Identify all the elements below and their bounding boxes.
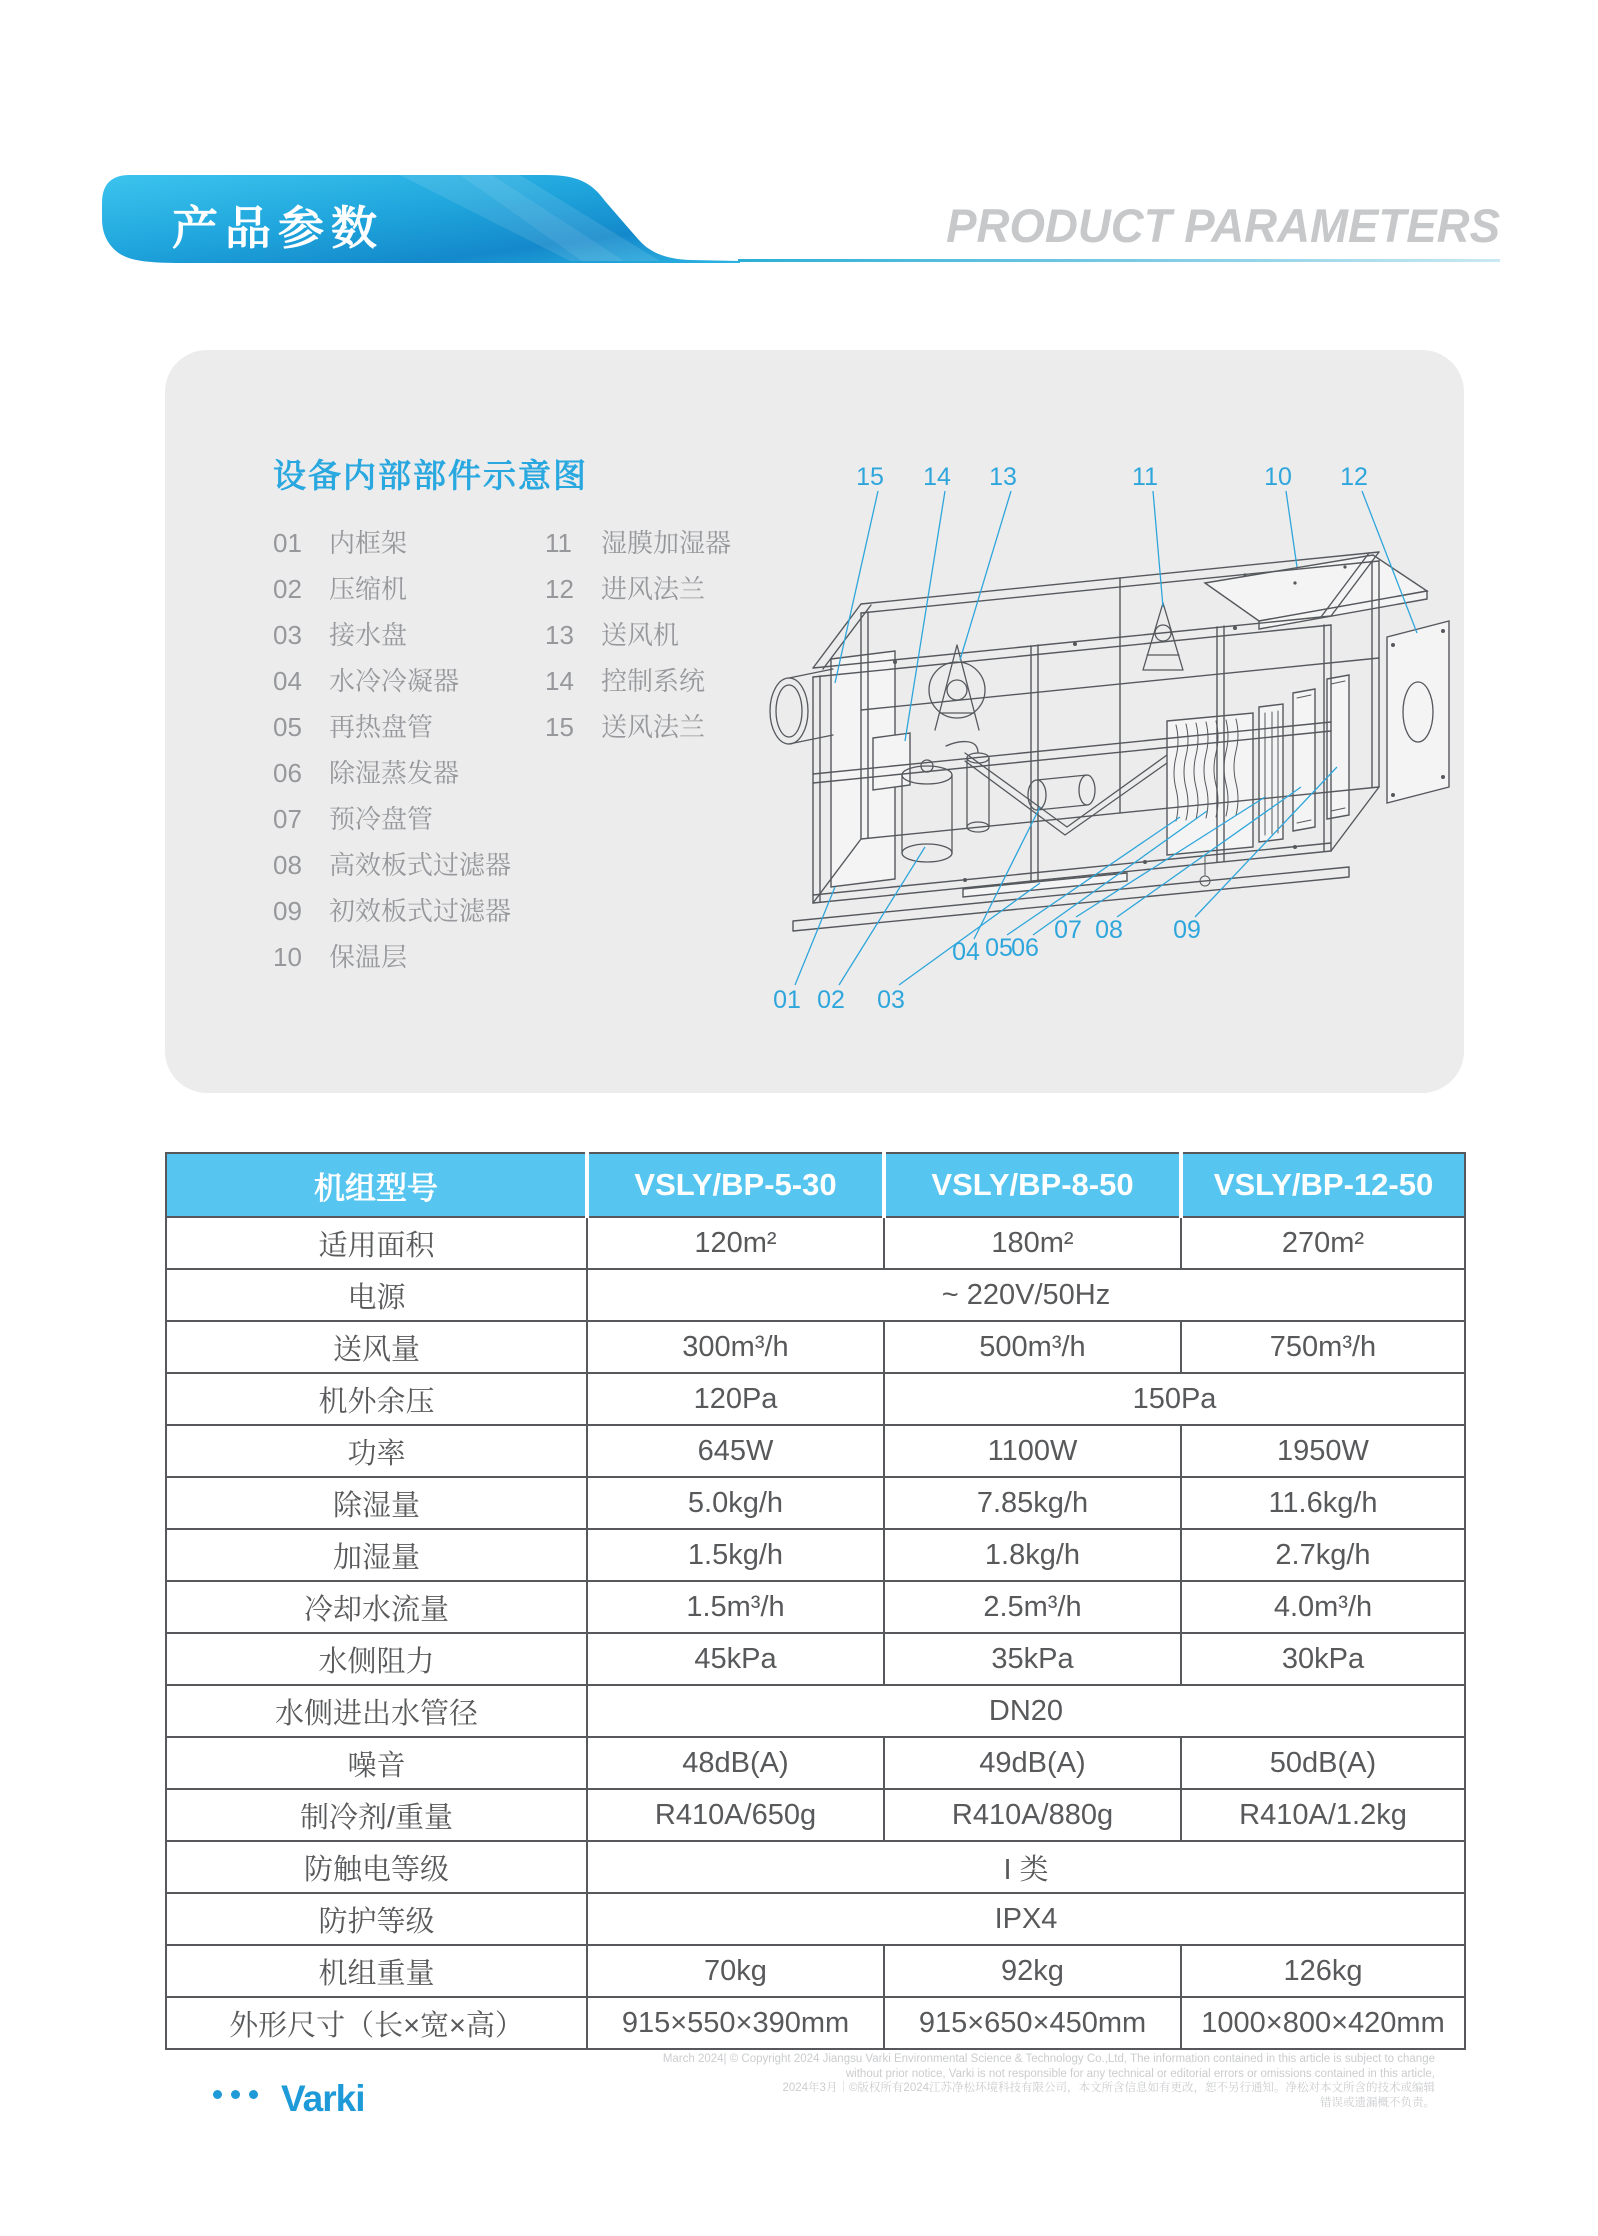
- part-name: 再热盘管: [329, 712, 434, 742]
- part-number: 14: [545, 666, 574, 696]
- spec-value-cell: 2.5m³/h: [884, 1581, 1181, 1633]
- parts-list-left: [273, 520, 511, 980]
- table-row: [166, 1217, 1465, 1269]
- spec-row-label: 适用面积: [166, 1217, 587, 1269]
- part-item: [545, 520, 731, 566]
- callout-11: 11: [1132, 463, 1158, 491]
- page-title: 产品参数: [172, 202, 384, 254]
- precool-coil: [1259, 704, 1283, 842]
- table-row: [166, 1269, 1465, 1321]
- spec-row-label: 防护等级: [166, 1893, 587, 1945]
- part-number: 10: [273, 942, 302, 972]
- spec-row-label: 制冷剂/重量: [166, 1789, 587, 1841]
- inlet-flange: [1387, 621, 1449, 803]
- part-name: 进风法兰: [601, 574, 706, 604]
- spec-value-cell: R410A/650g: [587, 1789, 884, 1841]
- table-row: [166, 1997, 1465, 2049]
- spec-value-cell: 1.5kg/h: [587, 1529, 884, 1581]
- callout-07: 07: [1054, 916, 1082, 944]
- spec-row-label: 电源: [166, 1269, 587, 1321]
- callout-06: 06: [1011, 934, 1039, 962]
- part-name: 湿膜加湿器: [601, 528, 732, 558]
- part-item: [273, 842, 511, 888]
- part-item: [545, 658, 731, 704]
- table-row: [166, 1425, 1465, 1477]
- supply-flange: [770, 669, 833, 744]
- fineprint-line: March 2024| © Copyright 2024 Jiangsu Varki Environmental Science & Technology Co.,Ltd, The information contained in this article is subject to change: [662, 2053, 1435, 2065]
- spec-value-cell: R410A/880g: [884, 1789, 1181, 1841]
- part-name: 内框架: [329, 528, 408, 558]
- spec-value-cell: 7.85kg/h: [884, 1477, 1181, 1529]
- table-row: [166, 1685, 1465, 1737]
- callout-01: 01: [773, 986, 801, 1014]
- table-row: [166, 1373, 1465, 1425]
- spec-row-label: 除湿量: [166, 1477, 587, 1529]
- spec-row-label: 噪音: [166, 1737, 587, 1789]
- spec-value-cell: 750m³/h: [1181, 1321, 1465, 1373]
- part-name: 送风法兰: [601, 712, 706, 742]
- part-number: 08: [273, 850, 302, 880]
- part-item: [273, 612, 511, 658]
- part-item: [273, 796, 511, 842]
- callout-10: 10: [1264, 463, 1292, 491]
- callout-02: 02: [817, 986, 845, 1014]
- spec-row-label: 机外余压: [166, 1373, 587, 1425]
- table-header-row: [166, 1153, 1465, 1217]
- spec-value-cell: 5.0kg/h: [587, 1477, 884, 1529]
- spec-row-label: 冷却水流量: [166, 1581, 587, 1633]
- spec-value-cell: 50dB(A): [1181, 1737, 1465, 1789]
- header-divider-line: [738, 259, 1500, 262]
- part-item: [273, 658, 511, 704]
- part-name: 除湿蒸发器: [329, 758, 460, 788]
- control-box: [873, 733, 910, 790]
- table-row: [166, 1945, 1465, 1997]
- part-item: [273, 704, 511, 750]
- part-number: 03: [273, 620, 302, 650]
- spec-value-cell: 120m²: [587, 1217, 884, 1269]
- callout-09: 09: [1173, 916, 1201, 944]
- part-name: 送风机: [601, 620, 680, 650]
- spec-value-cell: 1950W: [1181, 1425, 1465, 1477]
- spec-value-cell: 45kPa: [587, 1633, 884, 1685]
- fineprint-line: without prior notice, Varki is not responsible for any technical or editorial errors or omissions contained in this article,: [845, 2067, 1435, 2080]
- logo-dots-icon: [213, 2090, 267, 2099]
- part-number: 12: [545, 574, 574, 604]
- table-row: [166, 1633, 1465, 1685]
- part-number: 05: [273, 712, 302, 742]
- part-name: 保温层: [329, 942, 408, 972]
- spec-value-cell: 70kg: [587, 1945, 884, 1997]
- spec-row-label: 送风量: [166, 1321, 587, 1373]
- table-row: [166, 1477, 1465, 1529]
- spec-value-cell: 270m²: [1181, 1217, 1465, 1269]
- part-number: 04: [273, 666, 302, 696]
- spec-value-cell: 1000×800×420mm: [1181, 1997, 1465, 2049]
- supply-fan: [929, 645, 985, 730]
- spec-row-label: 水侧进出水管径: [166, 1685, 587, 1737]
- spec-value-cell: 92kg: [884, 1945, 1181, 1997]
- spec-value-cell: 645W: [587, 1425, 884, 1477]
- part-item: [545, 704, 731, 750]
- callout-05: 05: [985, 934, 1013, 962]
- spec-value-cell: I 类: [587, 1841, 1465, 1893]
- spec-value-cell: 4.0m³/h: [1181, 1581, 1465, 1633]
- spec-value-cell: 126kg: [1181, 1945, 1465, 1997]
- fineprint-line: 错误或遗漏概不负责。: [1320, 2096, 1435, 2109]
- humidifier-assembly: [1143, 603, 1183, 670]
- part-number: 07: [273, 804, 302, 834]
- part-item: [545, 612, 731, 658]
- spec-value-cell: 30kPa: [1181, 1633, 1465, 1685]
- compressor: [902, 742, 989, 862]
- table-row: [166, 1737, 1465, 1789]
- spec-value-cell: 1.8kg/h: [884, 1529, 1181, 1581]
- spec-value-cell: R410A/1.2kg: [1181, 1789, 1465, 1841]
- part-item: [273, 750, 511, 796]
- part-number: 13: [545, 620, 574, 650]
- spec-value-cell: 150Pa: [884, 1373, 1465, 1425]
- header-model-2: VSLY/BP-8-50: [884, 1153, 1181, 1217]
- spec-row-label: 防触电等级: [166, 1841, 587, 1893]
- legal-fineprint: [625, 2052, 1435, 2110]
- spec-row-label: 加湿量: [166, 1529, 587, 1581]
- part-item: [273, 934, 511, 980]
- page-title-en: PRODUCT PARAMETERS: [946, 199, 1500, 252]
- spec-row-label: 外形尺寸（长×宽×高）: [166, 1997, 587, 2049]
- spec-value-cell: 11.6kg/h: [1181, 1477, 1465, 1529]
- spec-value-cell: 120Pa: [587, 1373, 884, 1425]
- spec-value-cell: 180m²: [884, 1217, 1181, 1269]
- callout-13: 13: [989, 463, 1017, 491]
- part-name: 接水盘: [329, 620, 408, 650]
- table-row: [166, 1841, 1465, 1893]
- part-name: 水冷冷凝器: [329, 666, 460, 696]
- part-name: 初效板式过滤器: [329, 896, 512, 926]
- part-item: [273, 566, 511, 612]
- part-number: 11: [545, 528, 572, 558]
- spec-table: [165, 1152, 1466, 2050]
- callout-04: 04: [952, 938, 980, 966]
- part-number: 02: [273, 574, 302, 604]
- part-number: 15: [545, 712, 574, 742]
- spec-value-cell: 300m³/h: [587, 1321, 884, 1373]
- header-model-label: 机组型号: [166, 1153, 587, 1217]
- table-row: [166, 1893, 1465, 1945]
- spec-value-cell: 1100W: [884, 1425, 1181, 1477]
- part-number: 09: [273, 896, 302, 926]
- schematic-title: 设备内部部件示意图: [273, 457, 588, 494]
- schematic-panel: [165, 350, 1464, 1093]
- header-model-1: VSLY/BP-5-30: [587, 1153, 884, 1217]
- fineprint-line: 2024年3月｜©版权所有2024江苏净松环境科技有限公司，本文所含信息如有更改，恕不另行通知。净松对本文所含的技术或编辑: [782, 2082, 1435, 2094]
- spec-row-label: 功率: [166, 1425, 587, 1477]
- logo-text: Varki: [281, 2078, 365, 2119]
- callout-15: 15: [856, 463, 884, 491]
- part-item: [273, 888, 511, 934]
- spec-row-label: 水侧阻力: [166, 1633, 587, 1685]
- spec-value-cell: 915×650×450mm: [884, 1997, 1181, 2049]
- spec-value-cell: 49dB(A): [884, 1737, 1181, 1789]
- part-name: 预冷盘管: [329, 804, 434, 834]
- header-model-3: VSLY/BP-12-50: [1181, 1153, 1465, 1217]
- spec-value-cell: 1.5m³/h: [587, 1581, 884, 1633]
- table-row: [166, 1529, 1465, 1581]
- part-name: 控制系统: [601, 666, 706, 696]
- spec-value-cell: 915×550×390mm: [587, 1997, 884, 2049]
- spec-value-cell: DN20: [587, 1685, 1465, 1737]
- table-row: [166, 1789, 1465, 1841]
- part-item: [545, 566, 731, 612]
- callout-08: 08: [1095, 916, 1123, 944]
- spec-value-cell: IPX4: [587, 1893, 1465, 1945]
- table-row: [166, 1581, 1465, 1633]
- spec-value-cell: 35kPa: [884, 1633, 1181, 1685]
- brand-logo: [213, 2078, 364, 2120]
- part-item: [273, 520, 511, 566]
- callout-14: 14: [923, 463, 951, 491]
- part-number: 01: [273, 528, 302, 558]
- parts-list-right: [545, 520, 731, 750]
- table-row: [166, 1321, 1465, 1373]
- part-name: 压缩机: [329, 574, 408, 604]
- part-number: 06: [273, 758, 302, 788]
- part-name: 高效板式过滤器: [329, 850, 512, 880]
- spec-row-label: 机组重量: [166, 1945, 587, 1997]
- spec-value-cell: ~ 220V/50Hz: [587, 1269, 1465, 1321]
- spec-value-cell: 500m³/h: [884, 1321, 1181, 1373]
- callout-12: 12: [1340, 463, 1368, 491]
- spec-value-cell: 2.7kg/h: [1181, 1529, 1465, 1581]
- equipment-schematic-drawing: [735, 455, 1465, 1020]
- spec-value-cell: 48dB(A): [587, 1737, 884, 1789]
- callout-03: 03: [877, 986, 905, 1014]
